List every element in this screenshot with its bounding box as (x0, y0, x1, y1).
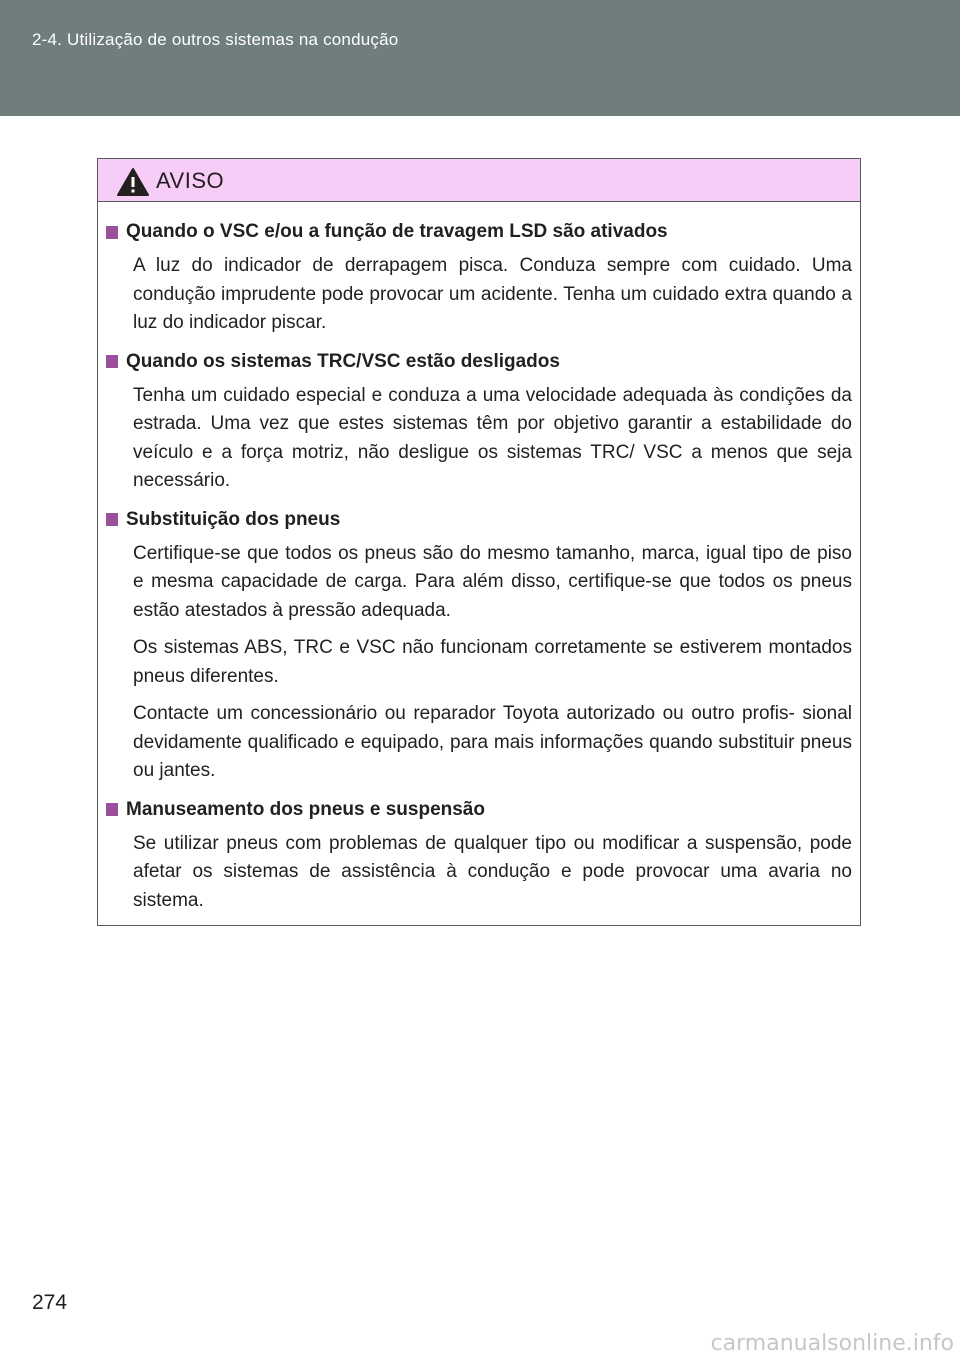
item-heading (106, 796, 852, 824)
warning-item (106, 796, 852, 916)
bullet-square-icon (106, 226, 118, 239)
warning-triangle-icon (116, 167, 150, 197)
warning-box (97, 158, 861, 926)
item-paragraph: Os sistemas ABS, TRC e VSC não funcionam corretamente se estiverem montados pneus diferentes. (133, 637, 852, 687)
item-heading (106, 506, 852, 534)
item-heading-text: Substituição dos pneus (126, 508, 341, 530)
item-paragraph: Tenha um cuidado especial e conduza a uma velocidade adequada às condições da estrada. Uma vez que estes sistemas têm por objetivo garantir a estabilidade do veículo e a força motriz, não desligue os sistemas TRC/ VSC a menos que seja necessário. (133, 384, 852, 491)
watermark: carmanualsonline.info (710, 1331, 954, 1356)
section-title: 2-4. Utilização de outros sistemas na condução (32, 30, 399, 49)
warning-body (98, 202, 860, 915)
warning-title: AVISO (156, 168, 225, 193)
bullet-square-icon (106, 513, 118, 526)
warning-item (106, 506, 852, 786)
item-heading-text: Manuseamento dos pneus e suspensão (126, 798, 485, 820)
item-paragraph: Contacte um concessionário ou reparador Toyota autorizado ou outro profis- sional devidamente qualificado e equipado, para mais informações quando substituir pneus ou jantes. (133, 703, 852, 781)
warning-item (106, 348, 852, 496)
item-heading-text: Quando o VSC e/ou a função de travagem LSD são ativados (126, 221, 668, 242)
bullet-square-icon (106, 355, 118, 368)
warning-item (106, 218, 852, 338)
warning-header (98, 159, 860, 202)
item-paragraph: Certifique-se que todos os pneus são do mesmo tamanho, marca, igual tipo de piso e mesma capacidade de carga. Para além disso, certifique-se que todos os pneus estão atestados à pressão adequada. (133, 542, 852, 621)
item-heading (106, 218, 852, 246)
page-number: 274 (32, 1291, 68, 1314)
bullet-square-icon (106, 803, 118, 816)
item-paragraph: A luz do indicador de derrapagem pisca. Conduza sempre com cuidado. Uma condução imprudente pode provocar um acidente. Tenha um cuidado extra quando a luz do indicador piscar. (133, 255, 852, 333)
section-header-band (0, 0, 960, 116)
item-heading (106, 348, 852, 376)
item-heading-text: Quando os sistemas TRC/VSC estão desligados (126, 350, 560, 372)
item-paragraph: Se utilizar pneus com problemas de qualquer tipo ou modificar a suspensão, pode afetar os sistemas de assistência à condução e pode provocar uma avaria no sistema. (133, 832, 852, 911)
